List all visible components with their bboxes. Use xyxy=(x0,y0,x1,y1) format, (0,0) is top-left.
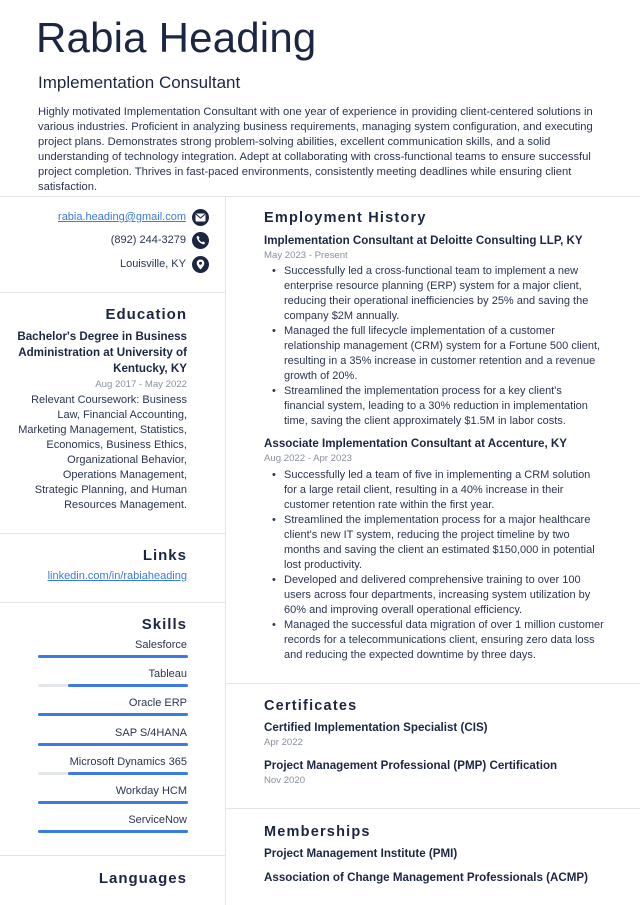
skill-level-bar xyxy=(38,684,188,687)
contact-location-row xyxy=(120,254,209,274)
skill-level-bar xyxy=(38,655,188,658)
skill-level-fill xyxy=(38,713,188,716)
envelope-icon xyxy=(192,209,209,226)
contact-email-row xyxy=(58,207,209,227)
job-date: Aug 2022 - Apr 2023 xyxy=(264,453,353,464)
skill-name: Salesforce xyxy=(135,639,187,651)
job-bullet: • Developed and delivered comprehensive training to over 100 users across four departments, increasing system utilization by 60% and improving overall operational efficiency. xyxy=(272,573,604,618)
skill-level-fill xyxy=(68,772,188,775)
column-divider xyxy=(225,196,226,905)
certificate-title: Project Management Professional (PMP) Certification xyxy=(264,759,558,772)
skill-level-fill xyxy=(38,830,188,833)
header-divider xyxy=(0,196,640,197)
linkedin-link[interactable]: linkedin.com/in/rabiaheading xyxy=(47,570,187,582)
job-date: May 2023 - Present xyxy=(264,250,348,261)
skill-level-fill xyxy=(38,801,188,804)
certificate-date: Apr 2022 xyxy=(264,737,303,748)
links-heading: Links xyxy=(142,547,187,564)
section-divider xyxy=(226,808,640,809)
skill-name: SAP S/4HANA xyxy=(115,726,187,739)
membership-item: Association of Change Management Professionals (ACMP) xyxy=(264,871,589,884)
job-bullet: • Successfully led a cross-functional team to implement a new enterprise resource planning (ERP) system for a major client, reducing their operational inefficiencies by 25% and saving the company $2M annually. xyxy=(272,264,604,324)
skill-level-bar xyxy=(38,801,188,804)
profile-summary: Highly motivated Implementation Consultant with one year of experience in providing client-centered solutions in various industries. Proficient in analyzing business requirements, managing system configuration, and executing project plans. Demonstrates strong problem-solving abilities, excellent communication skills, and a solid understanding of technology integration. Adept at collaborating with cross-functional teams to ensure successful project completion. Thrives in fast-paced environments, consistently meeting deadlines while ensuring client satisfaction. xyxy=(38,106,593,193)
skills-heading: Skills xyxy=(141,616,187,633)
phone-text: (892) 244-3279 xyxy=(110,234,186,246)
sidebar-divider xyxy=(0,292,225,293)
certificate-date: Nov 2020 xyxy=(264,775,306,786)
resume-header xyxy=(0,0,640,196)
skill-level-bar xyxy=(38,743,188,746)
job-title: Associate Implementation Consultant at Accenture, KY xyxy=(264,437,567,450)
location-pin-icon xyxy=(192,256,209,273)
job-bullet: • Managed the successful data migration of over 1 million customer records for a telecommunications client, ensuring zero data loss and reducing the expected downtime by three days. xyxy=(272,618,604,663)
membership-item: Project Management Institute (PMI) xyxy=(264,847,458,860)
job-bullet: • Streamlined the implementation process for a major healthcare client's new IT system, reducing the project timeline by two months and saving the client an estimated $150,000 in potential lost productivity. xyxy=(272,513,604,573)
skill-name: ServiceNow xyxy=(128,814,187,827)
phone-icon xyxy=(192,232,209,249)
skill-name: Workday HCM xyxy=(115,785,187,797)
languages-heading: Languages xyxy=(98,870,187,887)
skill-level-fill xyxy=(68,684,188,687)
education-coursework: Relevant Coursework: Business Law, Financial Accounting, Marketing Management, Statistics, Economics, Business Ethics, Organizational Behavior, Operations Management, Strategic Planning, and Human Resources Management. xyxy=(18,394,187,511)
education-date: Aug 2017 - May 2022 xyxy=(95,379,187,390)
candidate-title: Implementation Consultant xyxy=(38,73,241,92)
skill-level-bar xyxy=(38,713,188,716)
job-title: Implementation Consultant at Deloitte Consulting LLP, KY xyxy=(264,234,583,247)
skill-level-fill xyxy=(38,743,188,746)
section-divider xyxy=(226,683,640,684)
contact-phone-row xyxy=(111,230,209,250)
skill-level-bar xyxy=(38,772,188,775)
skill-level-bar xyxy=(38,830,188,833)
employment-heading: Employment History xyxy=(264,210,427,226)
sidebar-divider xyxy=(0,533,225,534)
sidebar-divider xyxy=(0,855,225,856)
email-link[interactable]: rabia.heading@gmail.com xyxy=(58,211,186,223)
location-text: Louisville, KY xyxy=(119,258,186,270)
certificates-heading: Certificates xyxy=(264,698,358,714)
skill-name: Microsoft Dynamics 365 xyxy=(69,755,187,768)
education-degree: Bachelor's Degree in Business Administration at University of Kentucky, KY xyxy=(17,330,187,375)
job-bullets xyxy=(272,468,604,663)
job-bullet: • Streamlined the implementation process for a key client's financial system, leading to a 30% reduction in implementation time, saving the client approximately $1.5M in labor costs. xyxy=(272,384,604,429)
education-heading: Education xyxy=(105,306,187,323)
certificate-title: Certified Implementation Specialist (CIS) xyxy=(264,721,488,734)
skill-name: Oracle ERP xyxy=(128,697,187,710)
job-bullet: • Successfully led a team of five in implementing a CRM solution for a large retail client, resulting in a 40% increase in their customer retention rate within the first year. xyxy=(272,468,604,513)
skill-level-fill xyxy=(38,655,188,658)
job-bullets xyxy=(272,264,604,429)
sidebar-divider xyxy=(0,602,225,603)
skill-name: Tableau xyxy=(148,668,187,681)
job-bullet: • Managed the full lifecycle implementation of a customer relationship management (CRM) system for a Fortune 500 client, resulting in a 35% increase in customer retention and a revenue growth of 20%. xyxy=(272,324,604,384)
memberships-heading: Memberships xyxy=(264,824,371,840)
candidate-name: Rabia Heading xyxy=(36,14,317,61)
